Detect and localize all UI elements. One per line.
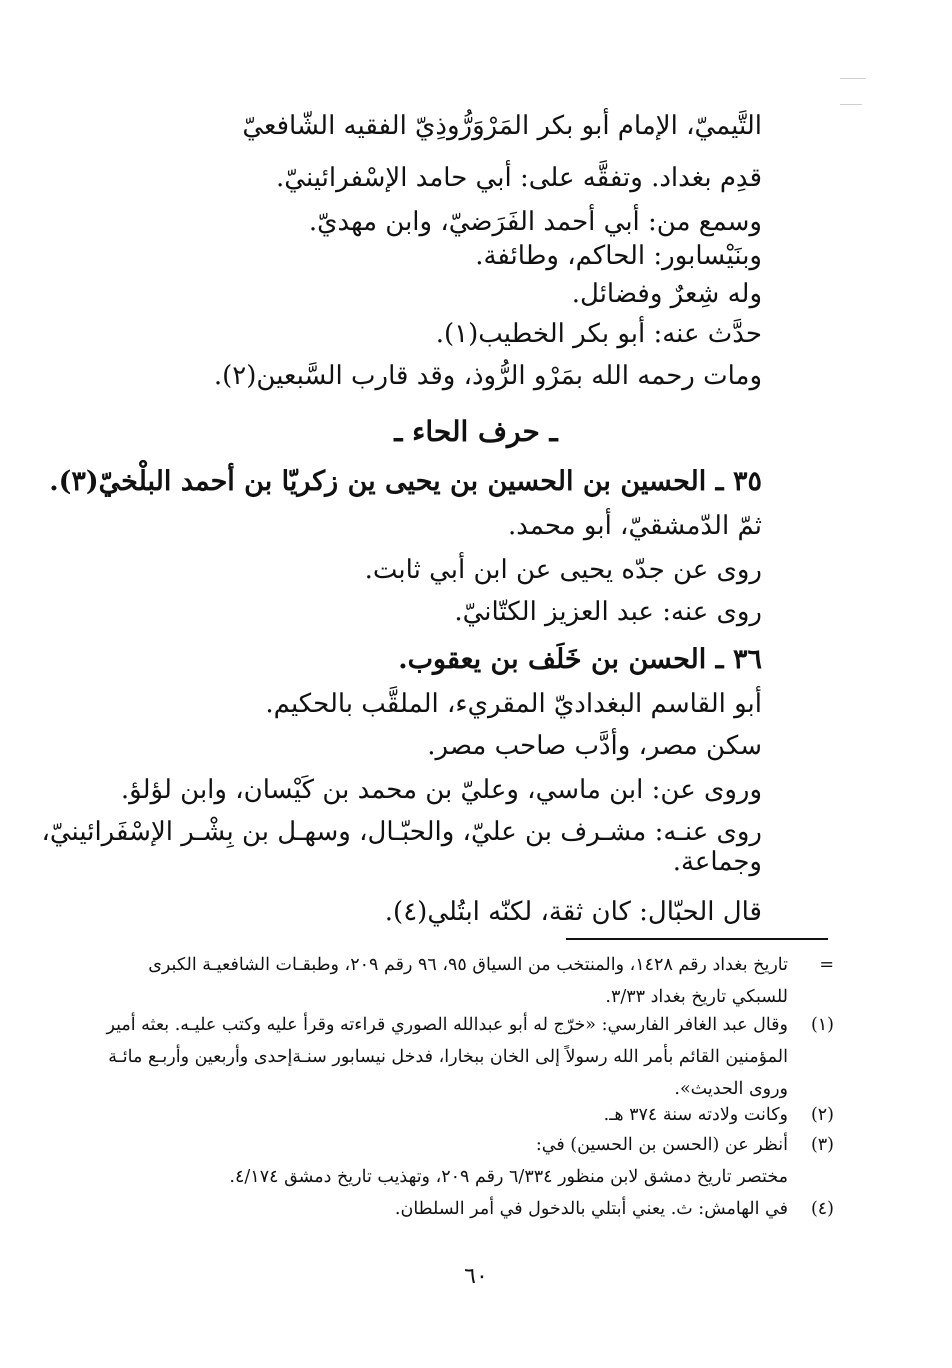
entry-title: ٣٦ ـ الحسن بن خَلَف بن يعقوب. bbox=[398, 644, 762, 675]
footnote-marker: (١) bbox=[810, 1015, 834, 1035]
footnote bbox=[114, 950, 834, 980]
footnote-text: وقال عبد الغافر الفارسي: «خرّج له أبو عبدالله الصوري قراءته وقرأ عليه وكتب عليـه. بعثه أمير bbox=[106, 1015, 788, 1035]
text-line: وجماعة. bbox=[672, 847, 762, 877]
text-line: وبنَيْسابور: الحاكم، وطائفة. bbox=[475, 241, 762, 271]
footnote bbox=[114, 1130, 834, 1160]
text-line: التَّيميّ، الإمام أبو بكر المَرْوَرُّوذِيّ الفقيه الشّافعيّ bbox=[242, 111, 762, 141]
footnote-text: أنظر عن (الحسن بن الحسين) في: bbox=[535, 1135, 788, 1155]
entry-title: ٣٥ ـ الحسين بن الحسين بن يحيى ين زكريّا بن أحمد البلْخيّ(٣). bbox=[49, 466, 762, 497]
footnote-text: وروى الحديث». bbox=[674, 1079, 788, 1099]
text-line: وسمع من: أبي أحمد الفَرَضيّ، وابن مهديّ. bbox=[308, 207, 762, 237]
footnote-divider bbox=[566, 938, 828, 940]
footnote-marker: = bbox=[819, 955, 834, 975]
footnote-text: في الهامش: ث. يعني أبتلي بالدخول في أمر السلطان. bbox=[394, 1199, 788, 1219]
footnote bbox=[106, 1010, 834, 1040]
footnote bbox=[114, 1100, 834, 1130]
text-line: روى عنـه: مشـرف بن عليّ، والحبّـال، وسهـل بن بِشْـر الإسْفَرائينيّ، bbox=[41, 817, 762, 847]
footnote-marker: (٤) bbox=[810, 1199, 834, 1219]
text-line: قال الحبّال: كان ثقة، لكنّه ابتُلي(٤). bbox=[384, 897, 762, 927]
text-line: أبو القاسم البغداديّ المقريء، الملقَّب بالحكيم. bbox=[265, 689, 762, 719]
page-number: ٦٠ bbox=[464, 1264, 488, 1289]
text-line: ومات رحمه الله بمَرْو الرُّوذ، وقد قارب السَّبعين(٢). bbox=[213, 361, 762, 391]
text-line: حدَّث عنه: أبو بكر الخطيب(١). bbox=[435, 319, 762, 349]
text-line: وله شِعرٌ وفضائل. bbox=[571, 279, 762, 309]
footnote-text: للسبكي تاريخ بغداد ٣/٣٣. bbox=[605, 987, 788, 1007]
footnote bbox=[114, 1194, 834, 1224]
scan-mark bbox=[840, 78, 866, 79]
footnote-text: مختصر تاريخ دمشق لابن منظور ٦/٣٣٤ رقم ٢٠٩، وتهذيب تاريخ دمشق ٤/١٧٤. bbox=[229, 1167, 788, 1187]
section-heading: ـ حرف الحاء ـ bbox=[394, 415, 558, 448]
footnote-marker: (٣) bbox=[810, 1135, 834, 1155]
scan-mark bbox=[840, 104, 862, 105]
text-line: قدِم بغداد. وتفقَّه على: أبي حامد الإسْفرائينيّ. bbox=[276, 163, 762, 193]
footnote-marker: (٢) bbox=[810, 1105, 834, 1125]
footnote-text: المؤمنين القائم بأمر الله رسولاً إلى الخان ببخارا، فدخل نيسابور سنـةإحدى وأربعين وأربـع مائـة bbox=[108, 1047, 788, 1067]
text-line: روى عن جدّه يحيى عن ابن أبي ثابت. bbox=[364, 555, 762, 585]
text-line: وروى عن: ابن ماسي، وعليّ بن محمد بن كَيْسان، وابن لؤلؤ. bbox=[120, 775, 762, 805]
footnote-text: وكانت ولادته سنة ٣٧٤ هـ. bbox=[603, 1105, 788, 1125]
footnote-text: تاريخ بغداد رقم ١٤٢٨، والمنتخب من السياق ٩٥، ٩٦ رقم ٢٠٩، وطبقـات الشافعيـة الكبرى bbox=[148, 955, 788, 975]
text-line: ثمّ الدّمشقيّ، أبو محمد. bbox=[507, 511, 762, 541]
text-line: سكن مصر، وأدَّب صاحب مصر. bbox=[427, 731, 762, 761]
text-line: روى عنه: عبد العزيز الكتّانيّ. bbox=[454, 597, 762, 627]
